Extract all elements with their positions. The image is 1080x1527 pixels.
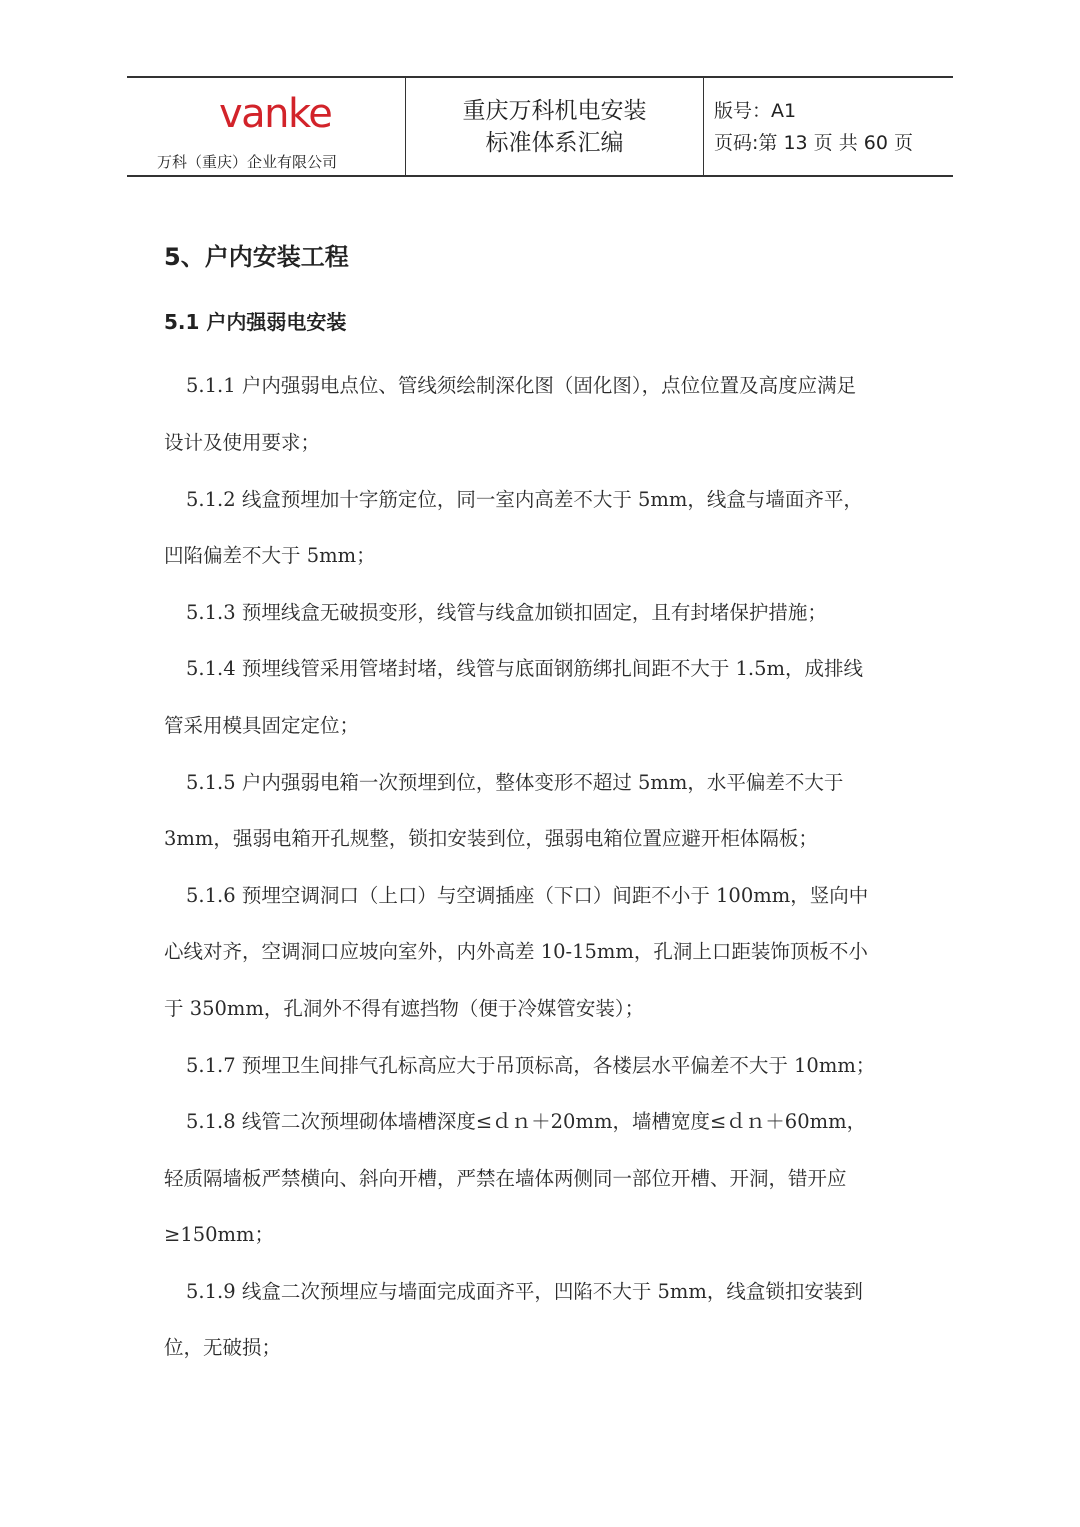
- document-header: [127, 76, 953, 177]
- version-label: 版号：A1: [714, 99, 797, 122]
- clause-5-1-9: 5.1.9 线盒二次预埋应与墙面完成面齐平，凹陷不大于 5mm，线盒锁扣安装到: [186, 1280, 863, 1303]
- company-name: 万科（重庆）企业有限公司: [157, 153, 338, 171]
- subsection-title: 5.1 户内强弱电安装: [164, 310, 347, 334]
- meta-cell: [704, 78, 953, 175]
- clause-5-1-8-cont2: ≥150mm；: [164, 1223, 275, 1246]
- clause-5-1-4: 5.1.4 预埋线管采用管堵封堵，线管与底面钢筋绑扎间距不大于 1.5m，成排线: [186, 657, 864, 680]
- clause-5-1-6-cont2: 于 350mm，孔洞外不得有遮挡物（便于冷媒管安装）；: [164, 997, 645, 1020]
- clause-5-1-6: 5.1.6 预埋空调洞口（上口）与空调插座（下口）间距不小于 100mm，竖向中: [186, 884, 869, 907]
- clause-5-1-1-cont: 设计及使用要求；: [164, 431, 321, 454]
- clause-5-1-5: 5.1.5 户内强弱电箱一次预埋到位，整体变形不超过 5mm，水平偏差不大于: [186, 771, 844, 794]
- clause-5-1-5-cont: 3mm，强弱电箱开孔规整，锁扣安装到位，强弱电箱位置应避开柜体隔板；: [164, 827, 818, 850]
- logo-cell: [127, 78, 406, 175]
- clause-5-1-2-cont: 凹陷偏差不大于 5mm；: [164, 544, 376, 567]
- vanke-logo: vanke: [219, 91, 332, 137]
- document-title-line2: 标准体系汇编: [485, 129, 624, 156]
- clause-5-1-4-cont: 管采用模具固定定位；: [164, 714, 360, 737]
- clause-5-1-1: 5.1.1 户内强弱电点位、管线须绘制深化图（固化图），点位位置及高度应满足: [186, 374, 857, 397]
- title-cell: [406, 78, 704, 175]
- section-title: 5、户内安装工程: [164, 243, 349, 271]
- page-number-label: 页码:第 13 页 共 60 页: [714, 131, 913, 154]
- clause-5-1-3: 5.1.3 预埋线盒无破损变形，线管与线盒加锁扣固定，且有封堵保护措施；: [186, 601, 827, 624]
- clause-5-1-8-cont1: 轻质隔墙板严禁横向、斜向开槽，严禁在墙体两侧同一部位开槽、开洞，错开应: [164, 1167, 847, 1190]
- clause-5-1-2: 5.1.2 线盒预埋加十字筋定位，同一室内高差不大于 5mm，线盒与墙面齐平，: [186, 488, 863, 511]
- clause-5-1-6-cont1: 心线对齐，空调洞口应坡向室外，内外高差 10-15mm，孔洞上口距装饰顶板不小: [164, 940, 868, 963]
- clause-5-1-7: 5.1.7 预埋卫生间排气孔标高应大于吊顶标高，各楼层水平偏差不大于 10mm；: [186, 1054, 876, 1077]
- document-title-line1: 重庆万科机电安装: [462, 97, 647, 124]
- clause-5-1-8: 5.1.8 线管二次预埋砌体墙槽深度≤ｄｎ＋20mm，墙槽宽度≤ｄｎ＋60mm，: [186, 1110, 867, 1133]
- clause-5-1-9-cont: 位，无破损；: [164, 1336, 282, 1359]
